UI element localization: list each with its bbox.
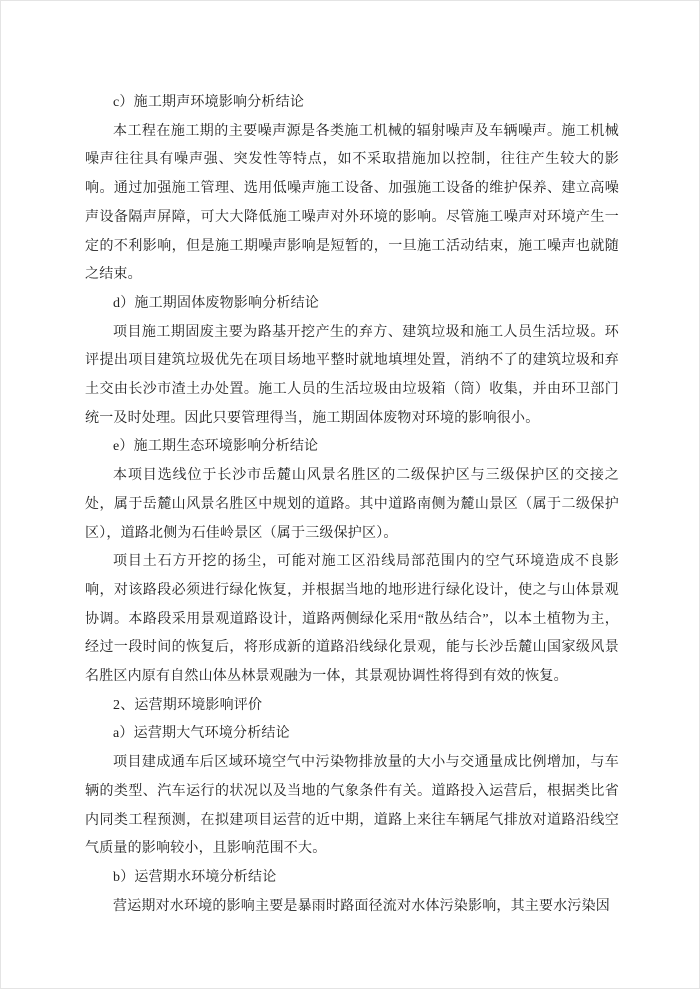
body-paragraph: 项目建成通车后区域环境空气中污染物排放量的大小与交通量成比例增加，与车辆的类型、汽车运行的状况以及当地的气象条件有关。道路投入运营后，根据类比省内同类工程预测，在拟建项目运营的近中期，道路上来往车辆尾气排放对道路沿线空气质量的影响较小，且影响范围不大。: [85, 755, 619, 857]
body-paragraph: 本工程在施工期的主要噪声源是各类施工机械的辐射噪声及车辆噪声。施工机械噪声往往具有噪声强、突发性等特点，如不采取措施加以控制，往往产生较大的影响。通过加强施工管理、选用低噪声施工设备、加强施工设备的维护保养、建立高噪声设备隔声屏障，可大大降低施工噪声对外环境的影响。尽管施工噪声对环境产生一定的不利影响，但是施工期噪声影响是短暂的，一旦施工活动结束，施工噪声也就随之结束。: [85, 123, 619, 283]
section-heading: e）施工期生态环境影响分析结论: [113, 439, 319, 455]
body-paragraph: 项目施工期固废主要为路基开挖产生的弃方、建筑垃圾和施工人员生活垃圾。环评提出项目建筑垃圾优先在项目场地平整时就地填埋处置，消纳不了的建筑垃圾和弃土交由长沙市渣土办处置。施工人员的生活垃圾由垃圾箱（筒）收集，并由环卫部门统一及时处理。因此只要管理得当，施工期固体废物对环境的影响很小。: [85, 324, 619, 426]
body-paragraph: 本项目选线位于长沙市岳麓山风景名胜区的二级保护区与三级保护区的交接之处，属于岳麓山风景名胜区中规划的道路。其中道路南侧为麓山景区（属于二级保护区），道路北侧为石佳岭景区（属于三级保护区）。: [85, 468, 619, 541]
section-heading: b）运营期水环境分析结论: [113, 869, 277, 885]
section-heading: c）施工期声环境影响分析结论: [113, 95, 305, 110]
section-heading: 2、运营期环境影响评价: [113, 697, 263, 713]
section-heading: d）施工期固体废物影响分析结论: [113, 295, 319, 311]
body-paragraph: 项目土石方开挖的扬尘，可能对施工区沿线局部范围内的空气环境造成不良影响，对该路段必须进行绿化恢复，并根据当地的地形进行绿化设计，使之与山体景观协调。本路段采用景观道路设计，道路两侧绿化采用“散丛结合”，以本土植物为主，经过一段时间的恢复后，将形成新的道路沿线绿化景观，能与长沙岳麓山国家级风景名胜区内原有自然山体丛林景观融为一体，其景观协调性将得到有效的恢复。: [85, 554, 619, 685]
section-heading: a）运营期大气环境分析结论: [113, 726, 290, 742]
document-body: [85, 89, 619, 921]
body-paragraph: 营运期对水环境的影响主要是暴雨时路面径流对水体污染影响，其主要水污染因: [113, 898, 610, 914]
